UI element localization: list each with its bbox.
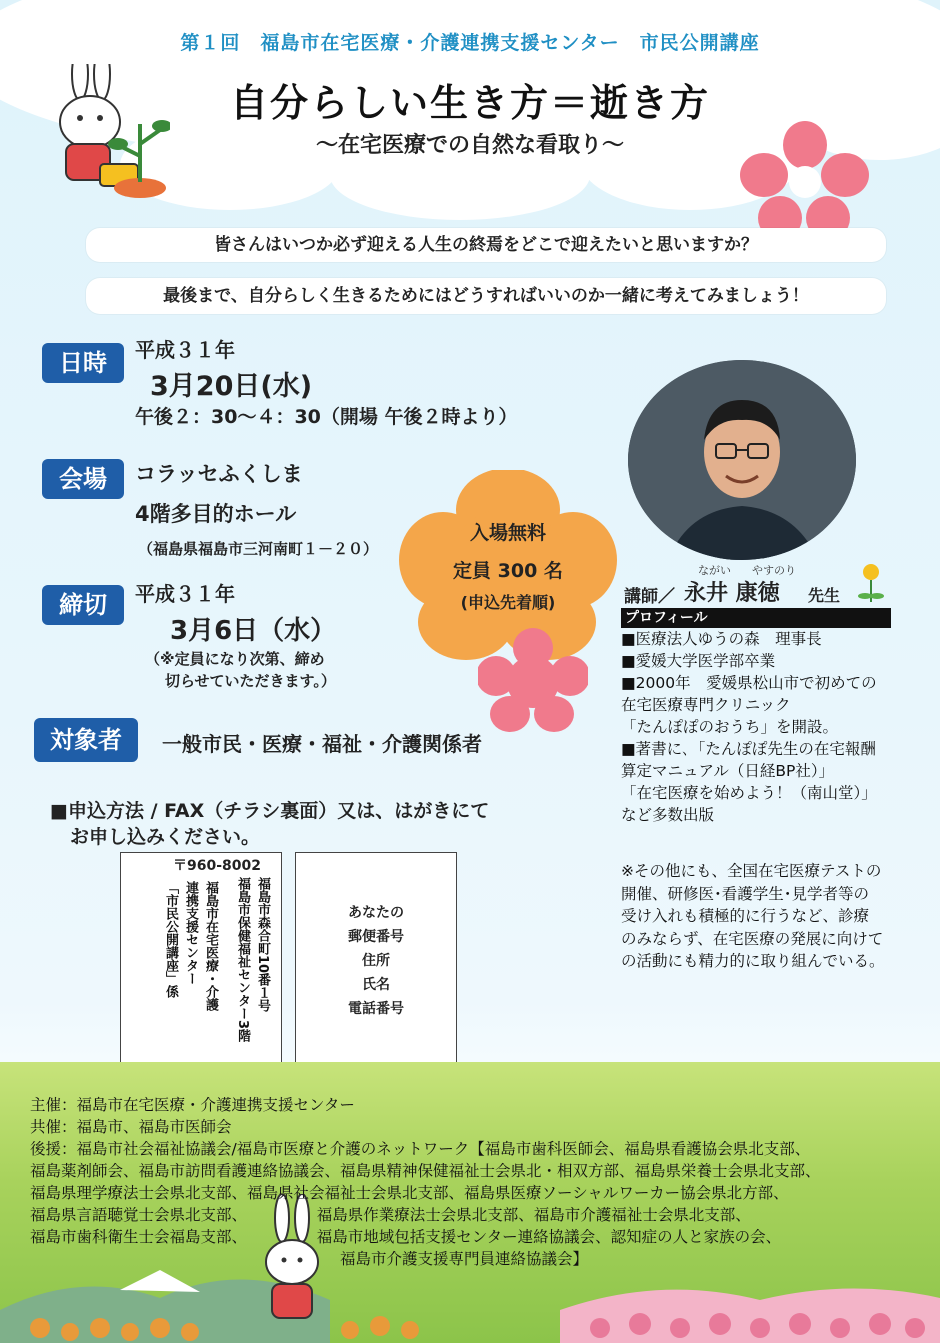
apply-line-1: ■申込方法 / FAX（チラシ裏面）又は、はがきにて <box>50 800 490 822</box>
datetime-era: 平成３１年 <box>135 338 235 362</box>
page-subtitle: ～在宅医療での自然な看取り～ <box>315 133 624 158</box>
venue-name: コラッセふくしま <box>135 462 303 486</box>
profile-line: 「たんぽぽのおうち」を開設。 <box>621 718 839 736</box>
postcard-back-line: 住所 <box>362 953 390 969</box>
footer-line: 共催：福島市、福島市医師会 <box>30 1118 232 1136</box>
postcard-address-5: 「市民公開講座」係 <box>163 881 178 998</box>
apply-line-2: お申し込みください。 <box>70 826 261 848</box>
admission-free: 入場無料 <box>469 522 546 544</box>
datetime-time: 午後２：30～４：30（開場 午後２時より） <box>135 406 518 428</box>
deadline-note-1: （※定員になり次第、締め <box>145 650 325 668</box>
postcard-back <box>295 852 457 1066</box>
banner-invite: 最後まで、自分らしく生きるためにはどうすればいいのか一緒に考えてみましょう！ <box>86 278 886 314</box>
deadline-label: 締切 <box>42 585 124 625</box>
venue-address: （福島県福島市三河南町１－２０） <box>138 540 379 558</box>
pink-flower-decoration-lower <box>478 628 588 733</box>
profile-line: 在宅医療専門クリニック <box>621 696 791 714</box>
lecturer-suffix: 先生 <box>808 586 841 605</box>
postcard-back-line: あなたの <box>348 905 404 921</box>
footer-line: 福島県言語聴覚士会県北支部、 福島県作業療法士会県北支部、福島市介護福祉士会県北支部、 <box>30 1206 751 1224</box>
footer-line: 福島市歯科衛生士会福島支部、 福島市地域包括支援センター連絡協議会、認知症の人と家族の会、 <box>30 1228 782 1246</box>
footer-sponsors <box>30 1094 930 1270</box>
profile-line: ■愛媛大学医学部卒業 <box>621 652 776 670</box>
deadline-date: 3月6日（水） <box>170 616 337 646</box>
profile-note-line: ※その他にも、全国在宅医療テストの <box>621 862 882 880</box>
postcard-address-2: 福島市保健福祉センター3階 <box>235 877 250 1043</box>
series-title: 第１回 福島市在宅医療・介護連携支援センター 市民公開講座 <box>180 32 760 54</box>
admission-order: (申込先着順) <box>460 593 556 612</box>
banner-question: 皆さんはいつか必ず迎える人生の終焉をどこで迎えたいと思いますか？ <box>86 228 886 262</box>
deadline-note-2: 切らせていただきます。） <box>165 672 336 690</box>
profile-line: 「在宅医療を始めよう！（南山堂）」 <box>621 784 877 802</box>
footer-line: 後援：福島市社会福祉協議会/福島市医療と介護のネットワーク【福島市歯科医師会、福島県看護協会県北支部、 <box>30 1140 811 1158</box>
postcard-address-1: 福島市森合町10番１号 <box>255 877 270 1013</box>
postcard-back-line: 電話番号 <box>348 1001 404 1017</box>
footer-line: 福島県理学療法士会県北支部、福島県社会福祉士会県北支部、福島県医療ソーシャルワーカー協会県北方部、 <box>30 1184 789 1202</box>
postcard-back-line: 氏名 <box>362 977 390 993</box>
lecturer-role: 講師／ <box>624 587 675 607</box>
audience-text: 一般市民・医療・福祉・介護関係者 <box>162 732 482 756</box>
profile-line: など多数出版 <box>621 806 715 824</box>
footer-line: 福島市介護支援専門員連絡協議会】 <box>30 1250 589 1268</box>
audience-label: 対象者 <box>34 718 138 762</box>
rabbit-watering-illustration <box>40 64 170 204</box>
profile-note <box>621 860 921 973</box>
lecturer-name: 永井 康徳 <box>684 581 780 606</box>
footer-line: 福島薬剤師会、福島市訪問看護連絡協議会、福島県精神保健福祉士会県北・相双方部、福島県栄養士会県北支部、 <box>30 1162 821 1180</box>
profile-line: ■医療法人ゆうの森 理事長 <box>621 630 822 648</box>
profile-heading: プロフィール <box>621 608 891 628</box>
profile-note-line: の活動にも精力的に取り組んでいる。 <box>621 952 885 970</box>
profile-note-line: 開催、研修医･看護学生･見学者等の <box>621 884 870 903</box>
deadline-era: 平成３１年 <box>135 582 235 606</box>
pink-flower-decoration <box>740 120 870 240</box>
ruby-last-name: ながい <box>698 564 731 577</box>
lecturer-photo <box>628 360 856 560</box>
profile-line: ■2000年 愛媛県松山市で初めての <box>621 674 877 692</box>
profile-line: ■著書に､「たんぽぽ先生の在宅報酬 <box>621 740 876 758</box>
profile-note-line: のみならず、在宅医療の発展に向けて <box>621 929 884 948</box>
postcard-back-line: 郵便番号 <box>348 929 404 945</box>
postcard-address-3: 福島市在宅医療・介護 <box>203 881 218 1011</box>
postcard-zip: 〒960-8002 <box>173 858 261 874</box>
venue-label: 会場 <box>42 459 124 499</box>
page-title: 自分らしい生き方＝逝き方 <box>229 81 710 125</box>
profile-note-line: 受け入れも積極的に行うなど、診療 <box>621 907 870 925</box>
profile-line: 算定マニュアル（日経BP社）」 <box>621 762 835 780</box>
datetime-date: 3月20日(水) <box>150 371 313 402</box>
dandelion-icon <box>856 562 886 604</box>
ruby-first-name: やすのり <box>752 564 796 577</box>
footer-line: 主催：福島市在宅医療・介護連携支援センター <box>30 1096 355 1114</box>
profile-list <box>621 628 901 826</box>
lecturer-portrait <box>628 360 856 560</box>
datetime-label: 日時 <box>42 343 124 383</box>
postcard-address-4: 連携支援センター <box>183 881 198 985</box>
postcard-front <box>120 852 282 1066</box>
admission-capacity: 定員 300 名 <box>453 560 563 582</box>
venue-hall: 4階多目的ホール <box>135 502 297 526</box>
